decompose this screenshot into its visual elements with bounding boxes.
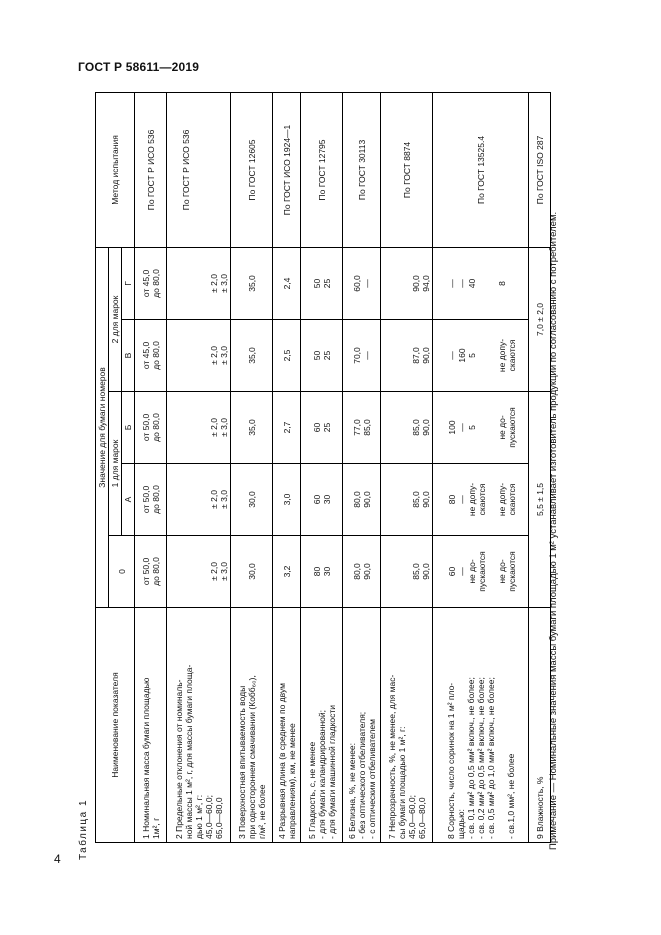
- header-mark-b: Б: [122, 392, 135, 464]
- value-line: 50: [311, 278, 322, 289]
- value-line: —: [447, 279, 457, 288]
- row-8-value-v: [433, 320, 529, 392]
- value-line: 85,0: [411, 563, 421, 580]
- row-5-value-a: [301, 464, 343, 536]
- header-grade-2: 2 для марок: [109, 247, 122, 391]
- row-4-name-line: направлениям), км, не менее: [286, 723, 297, 839]
- row-1-name-line: 1м², г: [150, 817, 161, 839]
- row-5-name-line: - для бумаги каландрированной;: [316, 710, 327, 839]
- value-line: ± 3,0: [219, 562, 229, 581]
- value-line: 90,0: [421, 347, 431, 364]
- row-5-method: По ГОСТ 12795: [301, 92, 343, 247]
- row-2-method: По ГОСТ Р ИСО 536: [167, 92, 231, 247]
- header-grade-0: 0: [109, 536, 135, 608]
- table-row-9: [529, 92, 551, 842]
- value-line: —: [361, 351, 372, 360]
- value-line: —: [447, 351, 457, 360]
- row-7-name-line: сы бумаги площадью 1 м², г:: [396, 726, 407, 839]
- table-caption: Таблица 1: [78, 798, 89, 860]
- value-line: 60: [311, 494, 322, 505]
- row-8-value-b: [433, 392, 529, 464]
- row-3-method: По ГОСТ 12605: [231, 92, 273, 247]
- row-1-value-0: [135, 536, 167, 608]
- row-7-method: По ГОСТ 8874: [381, 92, 433, 247]
- value-line: ± 2,0: [209, 418, 219, 437]
- value-line: [507, 251, 517, 316]
- table-body: [135, 92, 551, 842]
- table-row-3: [231, 92, 273, 842]
- row-1-value-b: [135, 392, 167, 464]
- row-7-name: [381, 608, 433, 843]
- value-line: 2,4: [281, 277, 292, 290]
- header-mark-v: В: [122, 320, 135, 392]
- row-1-value-v: [135, 320, 167, 392]
- value-line: —: [457, 279, 467, 288]
- value-line: [487, 395, 497, 460]
- value-line: 80: [311, 566, 322, 577]
- row-8-value-a: [433, 464, 529, 536]
- value-line: 90,0: [411, 275, 421, 292]
- row-2-name: [167, 608, 231, 843]
- value-line: пускаются: [477, 551, 487, 592]
- value-line: [487, 323, 497, 388]
- table-row-2: [167, 92, 231, 842]
- value-line: ± 3,0: [219, 346, 229, 365]
- value-line: ± 2,0: [209, 346, 219, 365]
- value-line: 30: [321, 494, 332, 505]
- value-line: 5: [467, 425, 477, 430]
- row-2-value-g: [167, 247, 231, 319]
- row-6-value-v: [343, 320, 381, 392]
- value-line: 50: [311, 350, 322, 361]
- value-line: не до-: [497, 559, 507, 584]
- row-6-name-line: 6 Белизна, %, не менее:: [346, 742, 357, 839]
- row-2-value-a: [167, 464, 231, 536]
- row-6-value-g: [343, 247, 381, 319]
- row-8-method: По ГОСТ 13525.4: [433, 92, 529, 247]
- row-3-name: [231, 608, 273, 843]
- value-line: 3,0: [281, 493, 292, 506]
- value-line: от 45,0: [140, 341, 151, 370]
- row-8-value-0: [433, 536, 529, 608]
- value-line: ± 3,0: [219, 274, 229, 293]
- row-1-method: По ГОСТ Р ИСО 536: [135, 92, 167, 247]
- row-8-name-line: - св. 0,5 мм² до 1,0 мм² включ., не более;: [485, 677, 496, 839]
- value-line: ± 2,0: [209, 562, 219, 581]
- value-line: от 50,0: [140, 413, 151, 442]
- value-line: —: [457, 423, 467, 432]
- page-number: 4: [54, 852, 61, 866]
- row-4-value-a: [273, 464, 301, 536]
- row-3-value-a: [231, 464, 273, 536]
- value-line: от 50,0: [140, 557, 151, 586]
- value-line: 80: [447, 494, 457, 505]
- value-line: 30,0: [246, 491, 257, 508]
- table-row-5: [301, 92, 343, 842]
- row-9-value-0-1: 5,5 ± 1,5: [529, 392, 551, 608]
- value-line: до 80,0: [150, 485, 161, 514]
- value-line: 80,0: [351, 491, 362, 508]
- value-line: пускаются: [507, 407, 517, 448]
- value-line: —: [457, 567, 467, 576]
- header-mark-g: Г: [122, 247, 135, 319]
- value-line: от 50,0: [140, 485, 151, 514]
- row-1-value-g: [135, 247, 167, 319]
- row-3-name-line: г/м², не более: [256, 784, 267, 839]
- row-6-name: [343, 608, 381, 843]
- row-4-value-b: [273, 392, 301, 464]
- row-7-value-a: [381, 464, 433, 536]
- row-3-value-g: [231, 247, 273, 319]
- table-row-8: [433, 92, 529, 842]
- value-line: 90,0: [421, 491, 431, 508]
- row-5-value-b: [301, 392, 343, 464]
- row-2-value-0: [167, 536, 231, 608]
- row-9-value-2: 7,0 ± 2,0: [529, 247, 551, 391]
- header-value-group: Значение для бумаги номеров: [96, 247, 109, 607]
- value-line: 90,0: [361, 491, 372, 508]
- row-3-name-line: при одностороннем смачивании (Кобб₆₀),: [246, 675, 257, 839]
- table-row-7: [381, 92, 433, 842]
- row-9-name: 9 Влажность, %: [529, 608, 551, 843]
- row-3-name-line: 3 Поверхностная впитываемость воды: [236, 685, 247, 839]
- value-line: [487, 467, 497, 532]
- rotated-table-container: [95, 93, 549, 843]
- table-row-6: [343, 92, 381, 842]
- value-line: до 80,0: [150, 341, 161, 370]
- row-6-value-0: [343, 536, 381, 608]
- value-line: 30,0: [246, 563, 257, 580]
- row-6-value-a: [343, 464, 381, 536]
- value-line: скаются: [477, 483, 487, 516]
- row-6-name-line: - без оптического отбеливателя;: [356, 711, 367, 839]
- table-note: Примечание — Номинальные значения массы бумаги площадью 1 м² устанавливает изготовитель продукции по согласованию с потребителем.: [548, 211, 559, 850]
- row-2-name-line: 2 Предельные отклонения от номиналь-: [173, 679, 184, 839]
- value-line: 85,0: [361, 419, 372, 436]
- value-line: скаются: [507, 483, 517, 516]
- row-7-value-g: [381, 247, 433, 319]
- value-line: 25: [321, 422, 332, 433]
- row-5-value-0: [301, 536, 343, 608]
- row-7-value-0: [381, 536, 433, 608]
- value-line: не до-: [467, 559, 477, 584]
- row-7-name-line: 7 Непрозрачность, %, не менее, для мас-: [386, 674, 397, 839]
- row-4-name: [273, 608, 301, 843]
- value-line: 40: [467, 278, 477, 289]
- value-line: —: [457, 495, 467, 504]
- value-line: 90,0: [421, 419, 431, 436]
- row-8-name: [433, 608, 529, 843]
- row-4-method: По ГОСТ ИСО 1924—1: [273, 92, 301, 247]
- header-indicator: Наименование показателя: [96, 608, 135, 843]
- value-line: 85,0: [411, 491, 421, 508]
- row-9-method: По ГОСТ ISO 287: [529, 92, 551, 247]
- row-6-method: По ГОСТ 30113: [343, 92, 381, 247]
- header-grade-1: 1 для марок: [109, 392, 122, 536]
- row-2-name-line: дью 1 м², г:: [193, 794, 204, 839]
- value-line: пускаются: [507, 551, 517, 592]
- row-8-name-line: - св.1,0 мм², не более: [505, 753, 516, 839]
- row-4-value-0: [273, 536, 301, 608]
- row-2-name-line: ной массы 1 м², г, для массы бумаги площа-: [183, 664, 194, 839]
- row-1-value-a: [135, 464, 167, 536]
- value-line: [477, 251, 487, 316]
- value-line: 90,0: [421, 563, 431, 580]
- table-row-4: [273, 92, 301, 842]
- value-line: 160: [457, 348, 467, 363]
- value-line: 2,5: [281, 349, 292, 362]
- value-line: 25: [321, 278, 332, 289]
- value-line: 87,0: [411, 347, 421, 364]
- value-line: 5: [467, 353, 477, 358]
- value-line: [487, 539, 497, 604]
- value-line: скаются: [507, 339, 517, 372]
- value-line: —: [361, 279, 372, 288]
- row-8-name-line: - св. 0,2 мм² до 0,5 мм² включ., не более;: [475, 677, 486, 839]
- specifications-table: [95, 92, 551, 843]
- row-2-name-line: 45,0—60,0;: [203, 795, 214, 839]
- value-line: 90,0: [361, 563, 372, 580]
- value-line: [487, 251, 497, 316]
- value-line: 35,0: [246, 347, 257, 364]
- row-7-value-b: [381, 392, 433, 464]
- row-8-name-line: щадью:: [455, 809, 466, 839]
- row-5-name-line: - для бумаги машинной гладкости: [326, 704, 337, 839]
- header-mark-a: А: [122, 464, 135, 536]
- row-4-value-g: [273, 247, 301, 319]
- row-8-name-line: 8 Сорность, число соринок на 1 м² пло-: [445, 682, 456, 839]
- value-line: 80,0: [351, 563, 362, 580]
- value-line: не допу-: [497, 338, 507, 373]
- table-row-1: [135, 92, 167, 842]
- value-line: 60: [447, 566, 457, 577]
- value-line: ± 3,0: [219, 490, 229, 509]
- value-line: 35,0: [246, 275, 257, 292]
- row-3-value-b: [231, 392, 273, 464]
- value-line: 25: [321, 350, 332, 361]
- row-4-name-line: 4 Разрывная длина (в среднем по двум: [276, 683, 287, 839]
- value-line: 94,0: [421, 275, 431, 292]
- row-3-value-0: [231, 536, 273, 608]
- row-5-name: [301, 608, 343, 843]
- row-5-name-line: 5 Гладкость, с, не менее: [306, 741, 317, 839]
- row-8-name-line: - св. 0,1 мм² до 0,5 мм² включ., не более;: [465, 677, 476, 839]
- value-line: 85,0: [411, 419, 421, 436]
- row-3-value-v: [231, 320, 273, 392]
- document-title: ГОСТ Р 58611—2019: [78, 60, 200, 74]
- value-line: 60,0: [351, 275, 362, 292]
- row-5-value-g: [301, 247, 343, 319]
- header-method: Метод испытания: [96, 92, 135, 247]
- value-line: [477, 395, 487, 460]
- value-line: 3,2: [281, 565, 292, 578]
- value-line: ± 2,0: [209, 274, 219, 293]
- row-4-value-v: [273, 320, 301, 392]
- value-line: 30: [321, 566, 332, 577]
- value-line: 35,0: [246, 419, 257, 436]
- row-2-name-line: 65,0—80,0: [213, 797, 224, 839]
- row-1-name-line: 1 Номинальная масса бумаги площадью: [140, 677, 151, 839]
- value-line: [477, 323, 487, 388]
- value-line: не до-: [497, 415, 507, 440]
- row-1-name: [135, 608, 167, 843]
- row-2-value-b: [167, 392, 231, 464]
- value-line: 100: [447, 420, 457, 435]
- row-8-name-line: [496, 611, 506, 839]
- row-7-value-v: [381, 320, 433, 392]
- value-line: до 80,0: [150, 413, 161, 442]
- value-line: не допу-: [467, 482, 477, 517]
- value-line: не допу-: [497, 482, 507, 517]
- row-8-value-g: [433, 247, 529, 319]
- value-line: 70,0: [351, 347, 362, 364]
- value-line: от 45,0: [140, 269, 151, 298]
- value-line: 77,0: [351, 419, 362, 436]
- row-6-name-line: - с оптическим отбеливателем: [366, 719, 377, 839]
- value-line: до 80,0: [150, 557, 161, 586]
- row-7-name-line: 65,0—80,0: [416, 797, 427, 839]
- value-line: 8: [497, 281, 507, 286]
- row-2-value-v: [167, 320, 231, 392]
- row-5-value-v: [301, 320, 343, 392]
- row-6-value-b: [343, 392, 381, 464]
- value-line: ± 2,0: [209, 490, 219, 509]
- value-line: 2,7: [281, 421, 292, 434]
- row-7-name-line: 45,0—60,0;: [406, 795, 417, 839]
- value-line: ± 3,0: [219, 418, 229, 437]
- value-line: 60: [311, 422, 322, 433]
- value-line: до 80,0: [150, 269, 161, 298]
